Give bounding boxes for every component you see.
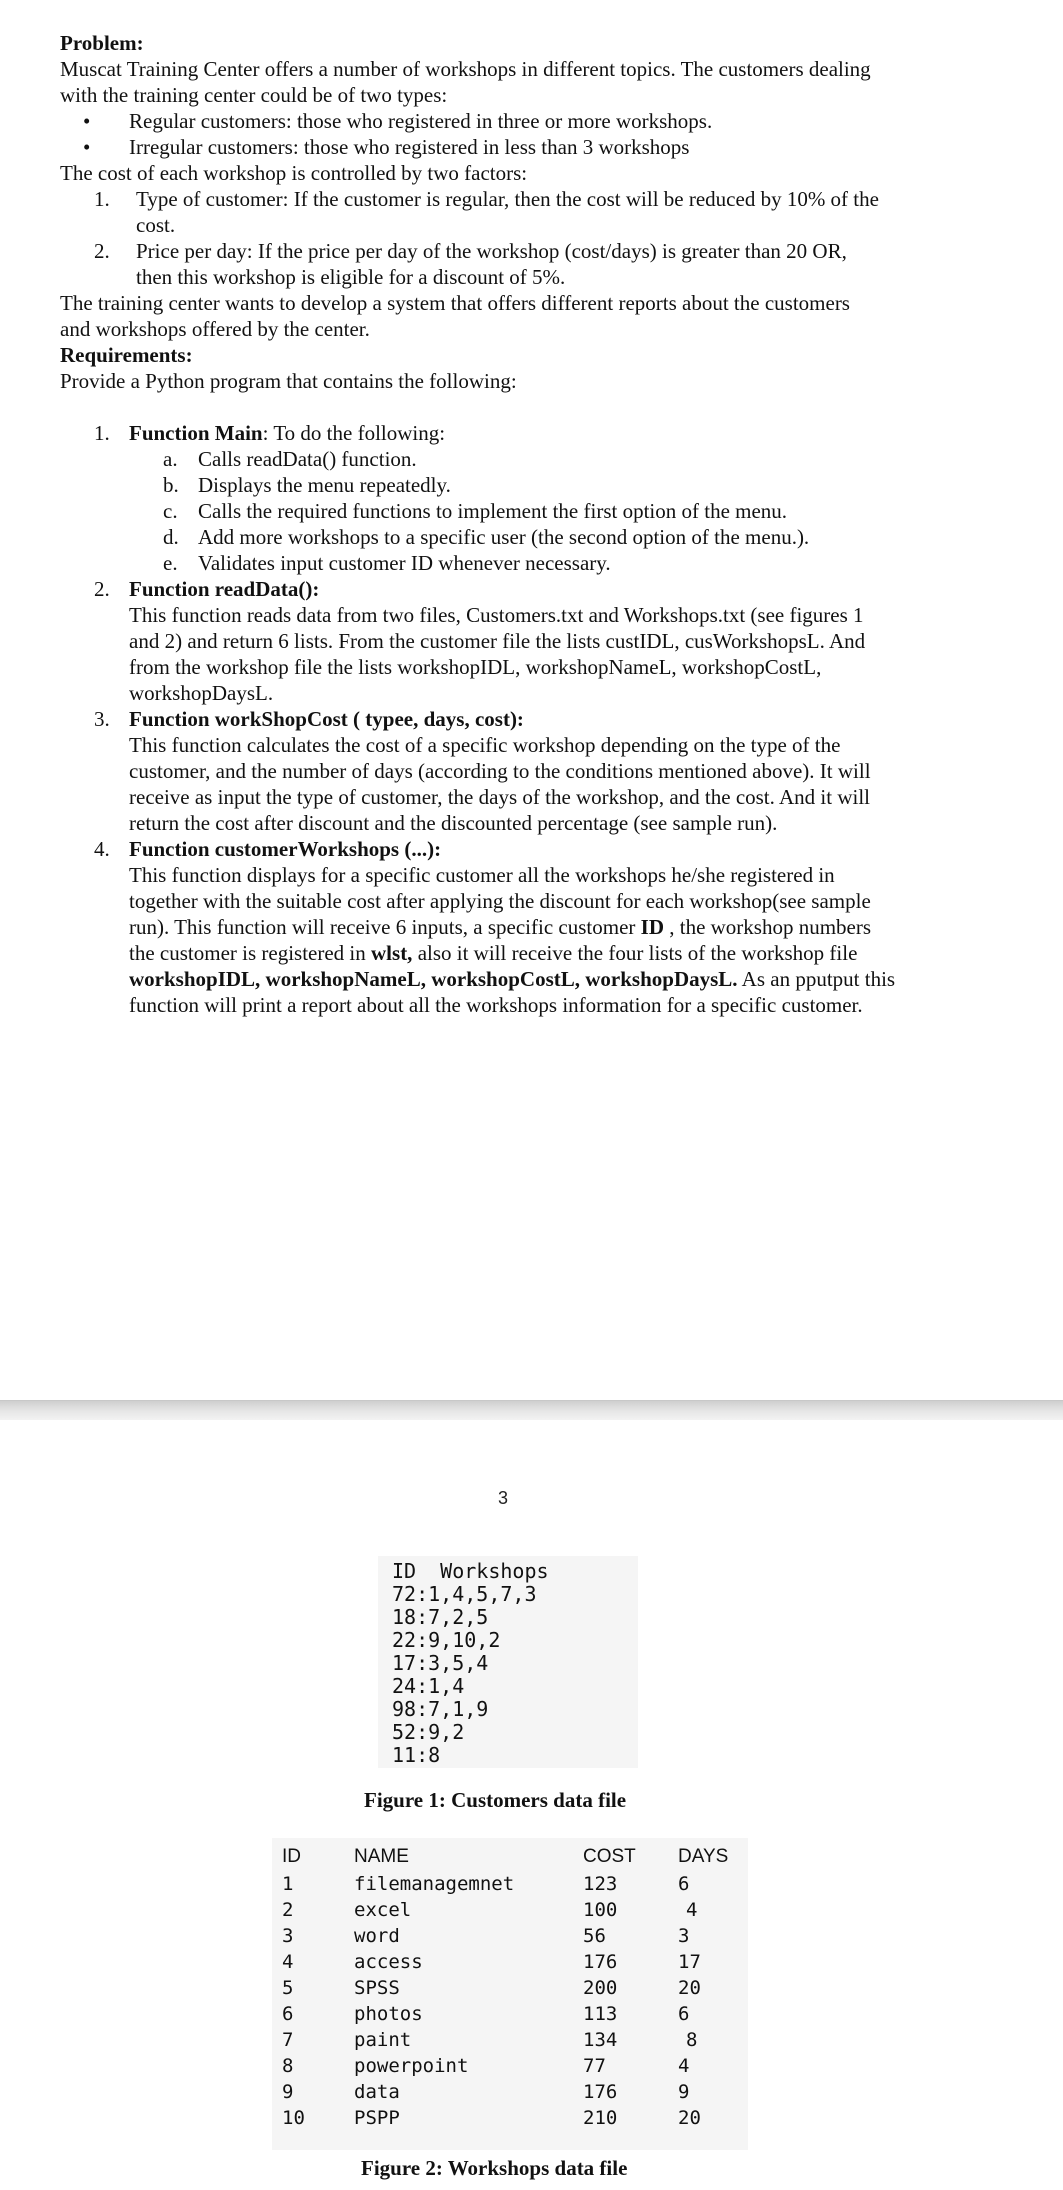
body-bold-text: wlst,	[371, 941, 413, 965]
table-row	[272, 2055, 748, 2081]
file-line: 11:8	[392, 1743, 441, 1767]
cell-cost: 100	[583, 1899, 618, 1921]
file-line: 24:1,4	[392, 1674, 465, 1698]
cell-name: word	[354, 1925, 400, 1947]
table-row	[272, 1925, 748, 1951]
page-number: 3	[498, 1488, 509, 1508]
body-text: also it will receive the four lists of the workshop file	[412, 941, 858, 965]
cell-days: 20	[678, 2107, 701, 2129]
cost-intro: The cost of each workshop is controlled by two factors:	[60, 161, 528, 185]
table-row	[272, 1899, 748, 1925]
body-line: workshopDaysL.	[129, 681, 274, 705]
list-item	[129, 498, 960, 524]
table-row	[272, 2003, 748, 2029]
list-item	[129, 550, 960, 576]
subitem-letter: a.	[163, 447, 178, 471]
main-subitems-list	[129, 446, 960, 576]
cell-id: 4	[282, 1951, 294, 1973]
requirement-item	[60, 836, 960, 1018]
cell-days: 4	[678, 2055, 690, 2077]
bullet-text: Regular customers: those who registered in three or more workshops.	[129, 109, 713, 133]
header-cost: COST	[583, 1846, 636, 1867]
cell-name: data	[354, 2081, 400, 2103]
file-line: 52:9,2	[392, 1720, 465, 1744]
table-header	[272, 1846, 748, 1872]
factor-line: Type of customer: If the customer is regular, then the cost will be reduced by 10% of the	[136, 187, 879, 211]
bullet-text: Irregular customers: those who registered in less than 3 workshops	[129, 135, 690, 159]
workshops-file-figure	[272, 1838, 748, 2150]
figure-1-caption: Figure 1: Customers data file	[364, 1788, 627, 1812]
body-text: As an pputput this	[737, 967, 896, 991]
requirement-body	[129, 732, 960, 836]
cell-id: 8	[282, 2055, 294, 2077]
list-item	[129, 446, 960, 472]
cell-name: filemanagemnet	[354, 1873, 515, 1895]
cell-name: powerpoint	[354, 2055, 469, 2077]
file-line: 17:3,5,4	[392, 1651, 489, 1675]
table-row	[272, 2029, 748, 2055]
file-line: 98:7,1,9	[392, 1697, 489, 1721]
list-item	[60, 134, 960, 160]
problem-intro-line: with the training center could be of two types:	[60, 83, 448, 107]
requirement-item	[60, 420, 960, 576]
requirement-item	[60, 576, 960, 706]
body-line: from the workshop file the lists workshopIDL, workshopNameL, workshopCostL,	[129, 655, 822, 679]
factor-line: cost.	[136, 213, 176, 237]
cell-id: 10	[282, 2107, 305, 2129]
factor-item	[60, 186, 960, 238]
body-line	[129, 914, 960, 940]
spacer	[60, 394, 960, 420]
cell-cost: 56	[583, 1925, 606, 1947]
requirement-title: Function readData():	[129, 577, 320, 601]
body-line: receive as input the type of customer, the days of the workshop, and the cost. And it will	[129, 785, 870, 809]
body-line: and 2) and return 6 lists. From the customer file the lists custIDL, cusWorkshopsL. And	[129, 629, 866, 653]
body-line: This function reads data from two files, Customers.txt and Workshops.txt (see figures 1	[129, 603, 864, 627]
cell-name: photos	[354, 2003, 423, 2025]
table-row	[272, 1951, 748, 1977]
subitem-text: Calls the required functions to implement the first option of the menu.	[198, 499, 788, 523]
file-line: 18:7,2,5	[392, 1605, 489, 1629]
goal-line: and workshops offered by the center.	[60, 317, 370, 341]
document-page-2	[0, 1420, 1063, 2190]
cell-cost: 176	[583, 1951, 618, 1973]
bullet-icon: •	[83, 109, 91, 133]
cell-days: 9	[678, 2081, 690, 2103]
requirements-intro: Provide a Python program that contains the following:	[60, 369, 517, 393]
requirement-title-suffix: : To do the following:	[262, 421, 446, 445]
cell-name: PSPP	[354, 2107, 400, 2129]
requirement-title: Function customerWorkshops (...):	[129, 837, 442, 861]
table-row	[272, 1873, 748, 1899]
body-bold-text: ID	[640, 915, 664, 939]
subitem-letter: d.	[163, 525, 179, 549]
cell-name: excel	[354, 1899, 412, 1921]
cell-name: SPSS	[354, 1977, 400, 1999]
header-name: NAME	[354, 1846, 409, 1867]
cell-days: 3	[678, 1925, 690, 1947]
cell-days: 6	[678, 1873, 690, 1895]
subitem-text: Add more workshops to a specific user (the second option of the menu.).	[198, 525, 810, 549]
goal-line: The training center wants to develop a system that offers different reports about the customers	[60, 291, 850, 315]
table-row	[272, 1977, 748, 2003]
body-line: return the cost after discount and the discounted percentage (see sample run).	[129, 811, 778, 835]
subitem-letter: b.	[163, 473, 179, 497]
requirement-number: 3.	[94, 707, 110, 731]
requirements-heading: Requirements:	[60, 343, 193, 367]
factor-line: Price per day: If the price per day of the workshop (cost/days) is greater than 20 OR,	[136, 239, 847, 263]
requirement-title: Function workShopCost ( typee, days, cost):	[129, 707, 524, 731]
body-line: customer, and the number of days (according to the conditions mentioned above). It will	[129, 759, 871, 783]
file-line: 72:1,4,5,7,3	[392, 1582, 537, 1606]
requirement-item	[60, 706, 960, 836]
cell-name: access	[354, 1951, 423, 1973]
requirement-number: 1.	[94, 421, 110, 445]
list-item	[60, 108, 960, 134]
requirement-body	[129, 862, 960, 1018]
table-row	[272, 2107, 748, 2133]
subitem-text: Validates input customer ID whenever necessary.	[198, 551, 611, 575]
cell-id: 6	[282, 2003, 294, 2025]
cell-cost: 210	[583, 2107, 618, 2129]
body-line: function will print a report about all the workshops information for a specific customer.	[129, 993, 863, 1017]
problem-text	[60, 30, 960, 1018]
body-bold-text: workshopIDL, workshopNameL, workshopCostL, workshopDaysL.	[129, 967, 738, 991]
body-line	[129, 940, 960, 966]
header-id: ID	[282, 1846, 301, 1867]
cell-cost: 113	[583, 2003, 618, 2025]
cell-id: 2	[282, 1899, 294, 1921]
requirement-number: 2.	[94, 577, 110, 601]
cell-id: 5	[282, 1977, 294, 1999]
page-divider	[0, 1400, 1063, 1421]
cell-days: 20	[678, 1977, 701, 1999]
body-line: together with the suitable cost after applying the discount for each workshop(see sample	[129, 889, 871, 913]
cell-days: 6	[678, 2003, 690, 2025]
subitem-text: Calls readData() function.	[198, 447, 417, 471]
cell-cost: 176	[583, 2081, 618, 2103]
cell-id: 7	[282, 2029, 294, 2051]
cell-id: 9	[282, 2081, 294, 2103]
subitem-text: Displays the menu repeatedly.	[198, 473, 451, 497]
factor-item	[60, 238, 960, 290]
bullet-icon: •	[83, 135, 91, 159]
body-line: This function displays for a specific customer all the workshops he/she registered in	[129, 863, 835, 887]
list-item	[129, 472, 960, 498]
cell-days: 4	[686, 1899, 698, 1921]
cell-days: 8	[686, 2029, 698, 2051]
cell-name: paint	[354, 2029, 412, 2051]
customer-types-list	[60, 108, 960, 160]
subitem-letter: e.	[163, 551, 178, 575]
requirement-title: Function Main	[129, 421, 263, 445]
problem-heading: Problem:	[60, 31, 144, 55]
factor-number: 1.	[94, 187, 110, 211]
body-line: This function calculates the cost of a specific workshop depending on the type of the	[129, 733, 841, 757]
body-text: run). This function will receive 6 inputs, a specific customer	[129, 915, 641, 939]
header-days: DAYS	[678, 1846, 729, 1867]
subitem-letter: c.	[163, 499, 178, 523]
customers-file-figure	[378, 1556, 638, 1768]
body-text: , the workshop numbers	[663, 915, 872, 939]
cell-id: 3	[282, 1925, 294, 1947]
table-row	[272, 2081, 748, 2107]
requirement-number: 4.	[94, 837, 110, 861]
problem-intro-line: Muscat Training Center offers a number of workshops in different topics. The customers dealing	[60, 57, 871, 81]
factor-line: then this workshop is eligible for a discount of 5%.	[136, 265, 566, 289]
cell-cost: 77	[583, 2055, 606, 2077]
cell-days: 17	[678, 1951, 701, 1973]
requirement-body	[129, 602, 960, 706]
file-line: 22:9,10,2	[392, 1628, 501, 1652]
cell-cost: 200	[583, 1977, 618, 1999]
body-line	[129, 966, 960, 992]
list-item	[129, 524, 960, 550]
file-line: ID Workshops	[392, 1559, 549, 1583]
factor-number: 2.	[94, 239, 110, 263]
cell-cost: 134	[583, 2029, 618, 2051]
cell-id: 1	[282, 1873, 294, 1895]
figure-2-caption: Figure 2: Workshops data file	[361, 2156, 628, 2180]
body-text: the customer is registered in	[129, 941, 372, 965]
cell-cost: 123	[583, 1873, 618, 1895]
